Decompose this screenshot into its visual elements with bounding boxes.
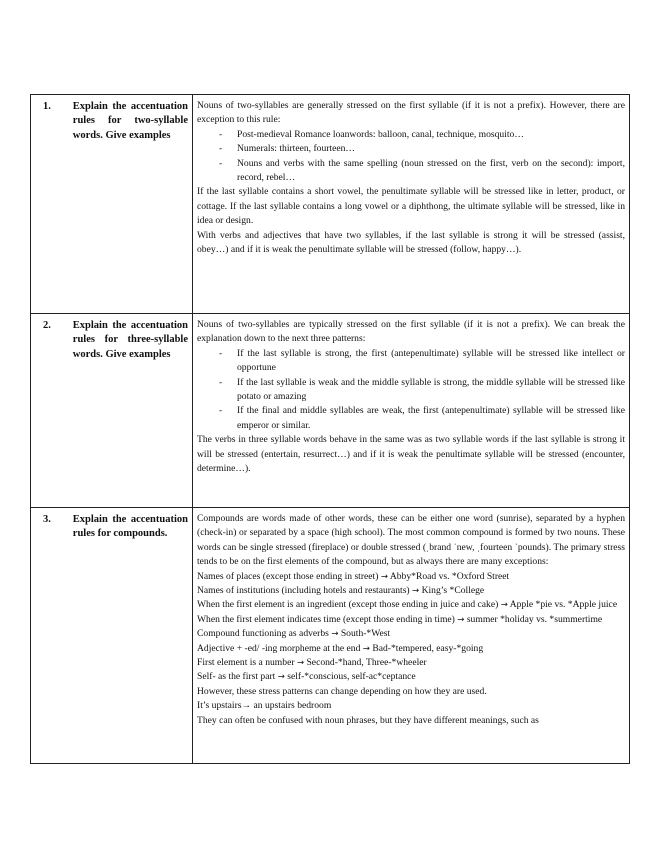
list-item: - If the last syllable is strong, the first (antepenultimate) syllable will be stressed like intellect or opportune <box>197 347 625 376</box>
arrow-icon: → <box>412 586 420 597</box>
list-item: - If the final and middle syllables are weak, the first (antepenultimate) syllable will be stressed like emperor or similar. <box>197 404 625 433</box>
arrow-icon: → <box>362 643 370 654</box>
list-item: - If the last syllable is weak and the middle syllable is strong, the middle syllable will be stressed like potato or amazing <box>197 376 625 405</box>
answer-paragraph: It’s upstairs→ an upstairs bedroom <box>197 700 332 712</box>
arrow-icon: → <box>331 629 339 640</box>
compound-rule-line: Names of places (except those ending in street) → Abby*Road vs. *Oxford Street <box>197 570 510 582</box>
question-number: 1. <box>43 101 51 112</box>
arrow-icon: → <box>380 571 388 582</box>
question-row-3 <box>31 508 630 764</box>
questions-table <box>30 94 630 764</box>
compound-rule-line: Compound functioning as adverbs → South-*West <box>197 628 391 640</box>
compound-rule-line: Self- as the first part → self-*conscious, self-ac*ceptance <box>197 671 416 683</box>
answer-paragraph: The verbs in three syllable words behave in the same was as two syllable words if the last syllable is strong it will be stressed (entertain, resurrect…) and if it is weak the penultimate syllable will be stressed (encounter, determine…). <box>197 434 625 475</box>
question-row-1 <box>31 95 630 314</box>
arrow-icon: → <box>296 658 305 669</box>
answer-paragraph: However, these stress patterns can change depending on how they are used. <box>197 685 487 697</box>
question-title: Explain the accentuation rules for two-syllable words. Give examples <box>72 101 188 141</box>
compound-rule-line: First element is a number → Second-*hand, Three-*wheeler <box>197 657 427 669</box>
answer-cell <box>193 95 630 314</box>
question-cell <box>31 314 193 508</box>
document-page <box>30 94 628 764</box>
compound-rule-line: Names of institutions (including hotels and restaurants) → King’s *College <box>197 585 485 597</box>
answer-paragraph: If the last syllable contains a short vowel, the penultimate syllable will be stressed like in letter, product, or cottage. If the last syllable contains a long vowel or a diphthong, the ultimate syllable will be stressed, like in idea or design. <box>197 186 625 227</box>
compound-rule-line: Adjective + -ed/ -ing morpheme at the end → Bad-*tempered, easy-*going <box>197 642 484 654</box>
answer-paragraph: They can often be confused with noun phrases, but they have different meanings, such as <box>197 714 539 726</box>
exception-list <box>197 128 625 186</box>
question-title: Explain the accentuation rules for compounds. <box>72 514 188 540</box>
answer-cell <box>193 314 630 508</box>
question-number: 3. <box>43 514 51 525</box>
arrow-icon: → <box>457 614 465 625</box>
list-item: - Post-medieval Romance loanwords: balloon, canal, technique, mosquito… <box>197 128 625 142</box>
pattern-list <box>197 347 625 433</box>
answer-paragraph: With verbs and adjectives that have two syllables, if the last syllable is strong it will be stressed (assist, obey…) and if it is weak the penultimate syllable will be stressed (follow, happy…). <box>197 229 625 256</box>
question-cell <box>31 95 193 314</box>
answer-cell <box>193 508 630 764</box>
arrow-icon: → <box>277 672 285 683</box>
compound-rule-line: When the first element is an ingredient (except those ending in juice and cake) → Apple *pie vs. *Apple juice <box>197 599 618 611</box>
answer-intro: Nouns of two-syllables are generally stressed on the first syllable (if it is not a prefix). However, there are exception to this rule: <box>197 100 625 126</box>
arrow-icon: → <box>500 600 508 611</box>
list-item: - Nouns and verbs with the same spelling (noun stressed on the first, verb on the second): import, record, rebel… <box>197 157 625 186</box>
answer-intro: Nouns of two-syllables are typically stressed on the first syllable (if it is not a prefix). We can break the explanation down to the next three patterns: <box>197 319 625 345</box>
question-row-2 <box>31 314 630 508</box>
list-item: - Numerals: thirteen, fourteen… <box>197 142 625 156</box>
question-cell <box>31 508 193 764</box>
question-title: Explain the accentuation rules for three-syllable words. Give examples <box>72 320 188 360</box>
answer-intro: Compounds are words made of other words, these can be either one word (sunrise), separated by a hyphen (check-in) or separated by a space (high school). The most common compound is formed by two nouns. These words can be single stressed (fireplace) or double stressed (ˌbrand ˈnew, ˌfourteen ˈpounds). The primary stress tends to be on the first elements of the compound, but as always there are many exceptions: <box>197 513 625 568</box>
question-number: 2. <box>43 320 51 331</box>
compound-rule-line: When the first element indicates time (except those ending in time) → summer *holiday vs. *summertime <box>197 613 603 625</box>
